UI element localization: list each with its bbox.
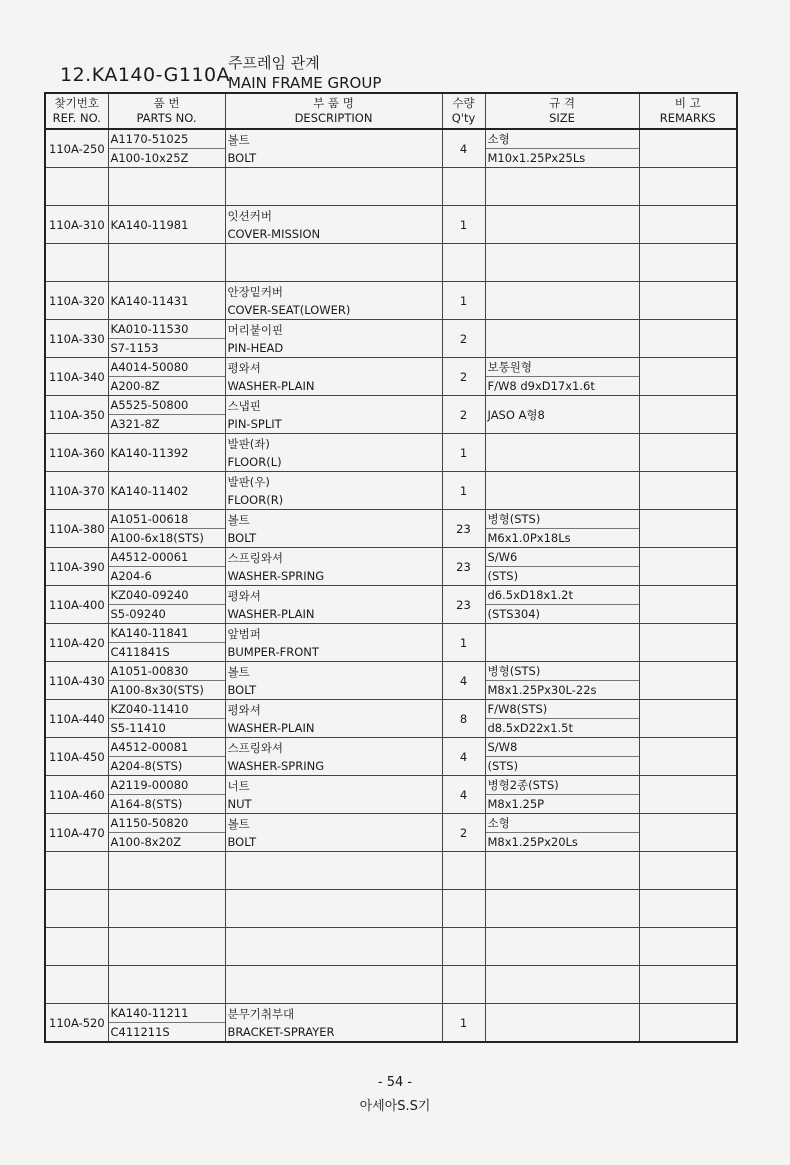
parts-number-cell: A1051-00618 A100-6x18(STS) xyxy=(108,510,225,548)
ref-number-cell: 110A-360 xyxy=(45,434,108,472)
size-cell xyxy=(485,966,639,1004)
col-parts: 품 번 PARTS NO. xyxy=(108,93,225,129)
qty-cell: 8 xyxy=(442,700,485,738)
group-title-korean: 주프레임 관계 xyxy=(228,54,320,72)
description-cell xyxy=(225,244,442,282)
description-cell: 스프링와셔 WASHER-SPRING xyxy=(225,548,442,586)
remarks-cell xyxy=(639,396,737,434)
qty-cell xyxy=(442,168,485,206)
table-row xyxy=(45,586,737,624)
table-row xyxy=(45,890,737,928)
size-cell: 소형 M10x1.25Px25Ls xyxy=(485,129,639,168)
qty-cell: 1 xyxy=(442,434,485,472)
parts-number-cell: KA010-11530 S7-1153 xyxy=(108,320,225,358)
ref-number-cell: 110A-330 xyxy=(45,320,108,358)
table-header xyxy=(45,93,737,129)
ref-number-cell: 110A-380 xyxy=(45,510,108,548)
size-cell: JASO A형8 xyxy=(485,396,639,434)
qty-cell xyxy=(442,890,485,928)
size-cell xyxy=(485,624,639,662)
size-cell: d6.5xD18x1.2t (STS304) xyxy=(485,586,639,624)
table-row xyxy=(45,434,737,472)
table-row xyxy=(45,852,737,890)
qty-cell: 4 xyxy=(442,129,485,168)
size-cell: S/W6 (STS) xyxy=(485,548,639,586)
parts-number-cell: KZ040-11410 S5-11410 xyxy=(108,700,225,738)
ref-number-cell: 110A-450 xyxy=(45,738,108,776)
qty-cell xyxy=(442,244,485,282)
description-cell xyxy=(225,168,442,206)
ref-number-cell xyxy=(45,244,108,282)
description-cell: 볼트 BOLT xyxy=(225,129,442,168)
ref-number-cell: 110A-420 xyxy=(45,624,108,662)
size-cell: F/W8(STS) d8.5xD22x1.5t xyxy=(485,700,639,738)
ref-number-cell: 110A-320 xyxy=(45,282,108,320)
remarks-cell xyxy=(639,434,737,472)
remarks-cell xyxy=(639,776,737,814)
size-cell: S/W8 (STS) xyxy=(485,738,639,776)
col-qty: 수량 Q'ty xyxy=(442,93,485,129)
description-cell: 앞범퍼 BUMPER-FRONT xyxy=(225,624,442,662)
parts-number-cell xyxy=(108,244,225,282)
ref-number-cell xyxy=(45,966,108,1004)
ref-number-cell xyxy=(45,852,108,890)
remarks-cell xyxy=(639,738,737,776)
remarks-cell xyxy=(639,206,737,244)
description-cell: 분무기취부대 BRACKET-SPRAYER xyxy=(225,1004,442,1043)
parts-number-cell: A1170-51025 A100-10x25Z xyxy=(108,129,225,168)
remarks-cell xyxy=(639,168,737,206)
table-row xyxy=(45,320,737,358)
table-row xyxy=(45,966,737,1004)
remarks-cell xyxy=(639,814,737,852)
size-cell xyxy=(485,282,639,320)
table-row xyxy=(45,1004,737,1043)
remarks-cell xyxy=(639,662,737,700)
table-row xyxy=(45,510,737,548)
remarks-cell xyxy=(639,928,737,966)
qty-cell: 4 xyxy=(442,776,485,814)
size-cell xyxy=(485,472,639,510)
description-cell: 평와셔 WASHER-PLAIN xyxy=(225,586,442,624)
remarks-cell xyxy=(639,320,737,358)
remarks-cell xyxy=(639,852,737,890)
parts-number-cell: KA140-11841 C411841S xyxy=(108,624,225,662)
parts-number-cell xyxy=(108,966,225,1004)
ref-number-cell: 110A-520 xyxy=(45,1004,108,1043)
description-cell: 스프링와셔 WASHER-SPRING xyxy=(225,738,442,776)
size-cell: 보통원형 F/W8 d9xD17x1.6t xyxy=(485,358,639,396)
size-cell: 병형(STS) M8x1.25Px30L-22s xyxy=(485,662,639,700)
remarks-cell xyxy=(639,700,737,738)
table-row xyxy=(45,624,737,662)
parts-number-cell: KA140-11211 C411211S xyxy=(108,1004,225,1043)
table-row xyxy=(45,738,737,776)
table-row xyxy=(45,928,737,966)
table-row xyxy=(45,814,737,852)
table-row xyxy=(45,472,737,510)
table-row xyxy=(45,662,737,700)
qty-cell: 4 xyxy=(442,662,485,700)
parts-table xyxy=(44,92,738,1043)
ref-number-cell: 110A-310 xyxy=(45,206,108,244)
parts-number-cell: KA140-11981 xyxy=(108,206,225,244)
description-cell: 잇션커버 COVER-MISSION xyxy=(225,206,442,244)
ref-number-cell: 110A-470 xyxy=(45,814,108,852)
parts-number-cell xyxy=(108,890,225,928)
remarks-cell xyxy=(639,586,737,624)
size-cell xyxy=(485,320,639,358)
description-cell: 볼트 BOLT xyxy=(225,510,442,548)
group-title-english: MAIN FRAME GROUP xyxy=(228,74,382,92)
table-row xyxy=(45,396,737,434)
qty-cell: 23 xyxy=(442,510,485,548)
qty-cell: 1 xyxy=(442,472,485,510)
description-cell: 평와셔 WASHER-PLAIN xyxy=(225,700,442,738)
description-cell: 너트 NUT xyxy=(225,776,442,814)
table-row xyxy=(45,168,737,206)
description-cell: 볼트 BOLT xyxy=(225,814,442,852)
description-cell xyxy=(225,890,442,928)
parts-number-cell: KA140-11392 xyxy=(108,434,225,472)
ref-number-cell xyxy=(45,890,108,928)
qty-cell xyxy=(442,852,485,890)
remarks-cell xyxy=(639,244,737,282)
description-cell: 안장밑커버 COVER-SEAT(LOWER) xyxy=(225,282,442,320)
parts-number-cell: KA140-11431 xyxy=(108,282,225,320)
remarks-cell xyxy=(639,624,737,662)
parts-number-cell: A1051-00830 A100-8x30(STS) xyxy=(108,662,225,700)
ref-number-cell: 110A-390 xyxy=(45,548,108,586)
ref-number-cell: 110A-440 xyxy=(45,700,108,738)
remarks-cell xyxy=(639,358,737,396)
col-description: 부 품 명 DESCRIPTION xyxy=(225,93,442,129)
parts-number-cell xyxy=(108,168,225,206)
remarks-cell xyxy=(639,890,737,928)
qty-cell: 1 xyxy=(442,282,485,320)
size-cell: 소형 M8x1.25Px20Ls xyxy=(485,814,639,852)
ref-number-cell: 110A-340 xyxy=(45,358,108,396)
qty-cell: 1 xyxy=(442,1004,485,1043)
ref-number-cell xyxy=(45,928,108,966)
size-cell xyxy=(485,168,639,206)
table-row xyxy=(45,700,737,738)
qty-cell: 23 xyxy=(442,548,485,586)
ref-number-cell: 110A-250 xyxy=(45,129,108,168)
parts-number-cell: A4014-50080 A200-8Z xyxy=(108,358,225,396)
description-cell xyxy=(225,928,442,966)
description-cell: 발판(좌) FLOOR(L) xyxy=(225,434,442,472)
ref-number-cell: 110A-350 xyxy=(45,396,108,434)
company-name: 아세아S.S기 xyxy=(359,1099,431,1114)
parts-number-cell: A4512-00081 A204-8(STS) xyxy=(108,738,225,776)
parts-number-cell: A5525-50800 A321-8Z xyxy=(108,396,225,434)
description-cell xyxy=(225,966,442,1004)
size-cell xyxy=(485,1004,639,1043)
description-cell: 발판(우) FLOOR(R) xyxy=(225,472,442,510)
qty-cell: 2 xyxy=(442,320,485,358)
description-cell: 평와셔 WASHER-PLAIN xyxy=(225,358,442,396)
parts-number-cell xyxy=(108,852,225,890)
col-ref: 찾기번호 REF. NO. xyxy=(45,93,108,129)
description-cell: 머리붙이핀 PIN-HEAD xyxy=(225,320,442,358)
remarks-cell xyxy=(639,1004,737,1043)
parts-number-cell xyxy=(108,928,225,966)
parts-number-cell: A1150-50820 A100-8x20Z xyxy=(108,814,225,852)
ref-number-cell: 110A-400 xyxy=(45,586,108,624)
parts-number-cell: A2119-00080 A164-8(STS) xyxy=(108,776,225,814)
table-row xyxy=(45,776,737,814)
ref-number-cell: 110A-430 xyxy=(45,662,108,700)
qty-cell xyxy=(442,928,485,966)
table-body xyxy=(45,129,737,1042)
description-cell: 스냅핀 PIN-SPLIT xyxy=(225,396,442,434)
table-row xyxy=(45,358,737,396)
parts-number-cell: KA140-11402 xyxy=(108,472,225,510)
qty-cell: 1 xyxy=(442,206,485,244)
table-row xyxy=(45,129,737,168)
size-cell xyxy=(485,206,639,244)
page-number: - 54 - xyxy=(377,1075,413,1090)
description-cell: 볼트 BOLT xyxy=(225,662,442,700)
qty-cell: 1 xyxy=(442,624,485,662)
qty-cell: 23 xyxy=(442,586,485,624)
qty-cell xyxy=(442,966,485,1004)
qty-cell: 4 xyxy=(442,738,485,776)
catalog-group-code: 12.KA140-G110A xyxy=(60,64,231,86)
table-row xyxy=(45,244,737,282)
remarks-cell xyxy=(639,282,737,320)
size-cell xyxy=(485,852,639,890)
remarks-cell xyxy=(639,966,737,1004)
remarks-cell xyxy=(639,129,737,168)
size-cell xyxy=(485,434,639,472)
remarks-cell xyxy=(639,472,737,510)
parts-number-cell: A4512-00061 A204-6 xyxy=(108,548,225,586)
size-cell xyxy=(485,244,639,282)
size-cell xyxy=(485,928,639,966)
size-cell: 병형(STS) M6x1.0Px18Ls xyxy=(485,510,639,548)
parts-number-cell: KZ040-09240 S5-09240 xyxy=(108,586,225,624)
qty-cell: 2 xyxy=(442,814,485,852)
qty-cell: 2 xyxy=(442,396,485,434)
size-cell xyxy=(485,890,639,928)
ref-number-cell: 110A-370 xyxy=(45,472,108,510)
col-size: 규 격 SIZE xyxy=(485,93,639,129)
ref-number-cell: 110A-460 xyxy=(45,776,108,814)
qty-cell: 2 xyxy=(442,358,485,396)
size-cell: 병형2종(STS) M8x1.25P xyxy=(485,776,639,814)
table-row xyxy=(45,282,737,320)
table-row xyxy=(45,206,737,244)
remarks-cell xyxy=(639,510,737,548)
description-cell xyxy=(225,852,442,890)
col-remarks: 비 고 REMARKS xyxy=(639,93,737,129)
table-row xyxy=(45,548,737,586)
ref-number-cell xyxy=(45,168,108,206)
remarks-cell xyxy=(639,548,737,586)
